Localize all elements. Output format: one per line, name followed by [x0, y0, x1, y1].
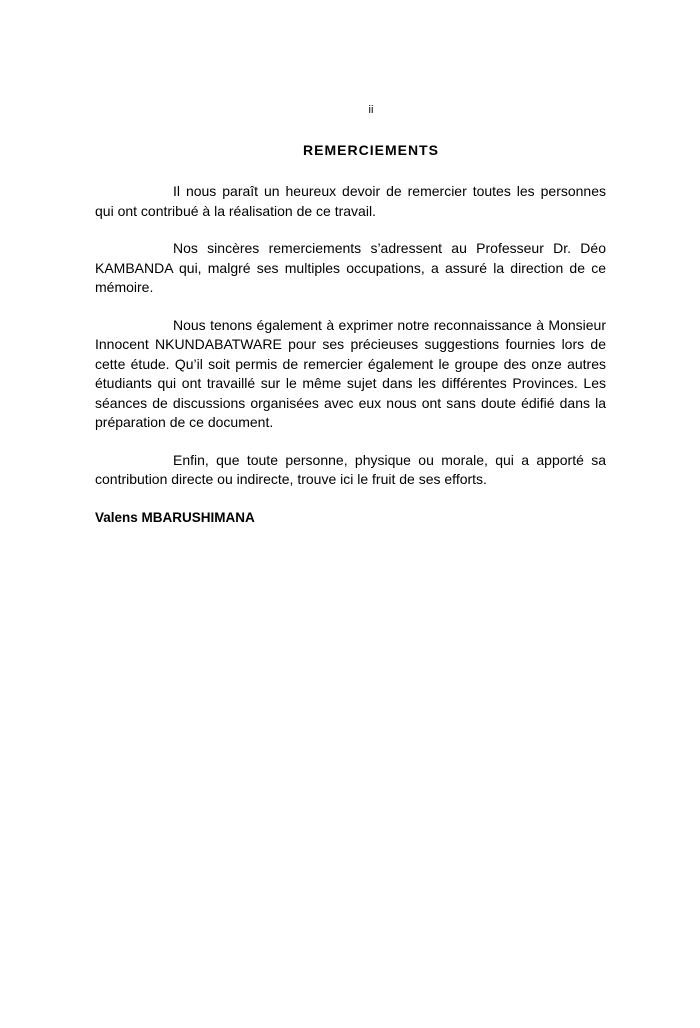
- author-signature: Valens MBARUSHIMANA: [95, 509, 255, 525]
- paragraph-3: Nous tenons également à exprimer notre reconnaissance à Monsieur Innocent NKUNDABATWARE pour ses précieuses suggestions fournies lors de cette étude. Qu’il soit permis de remercier également le groupe des onze autres étudiants qui ont travaillé sur le même sujet dans les différentes Provinces. Les séances de discussions organisées avec eux nous ont sans doute édifié dans la préparation de ce document.: [95, 316, 606, 430]
- paragraph-2: Nos sincères remerciements s’adressent au Professeur Dr. Déo KAMBANDA qui, malgré ses multiples occupations, a assuré la direction de ce mémoire.: [95, 240, 606, 295]
- paragraph-4: Enfin, que toute personne, physique ou morale, qui a apporté sa contribution directe ou indirecte, trouve ici le fruit de ses efforts.: [95, 451, 606, 487]
- page-number: ii: [368, 104, 374, 116]
- acknowledgements-body: [95, 182, 606, 527]
- page-title: REMERCIEMENTS: [303, 142, 439, 158]
- paragraph-1: Il nous paraît un heureux devoir de remercier toutes les personnes qui ont contribué à la réalisation de ce travail.: [95, 183, 606, 219]
